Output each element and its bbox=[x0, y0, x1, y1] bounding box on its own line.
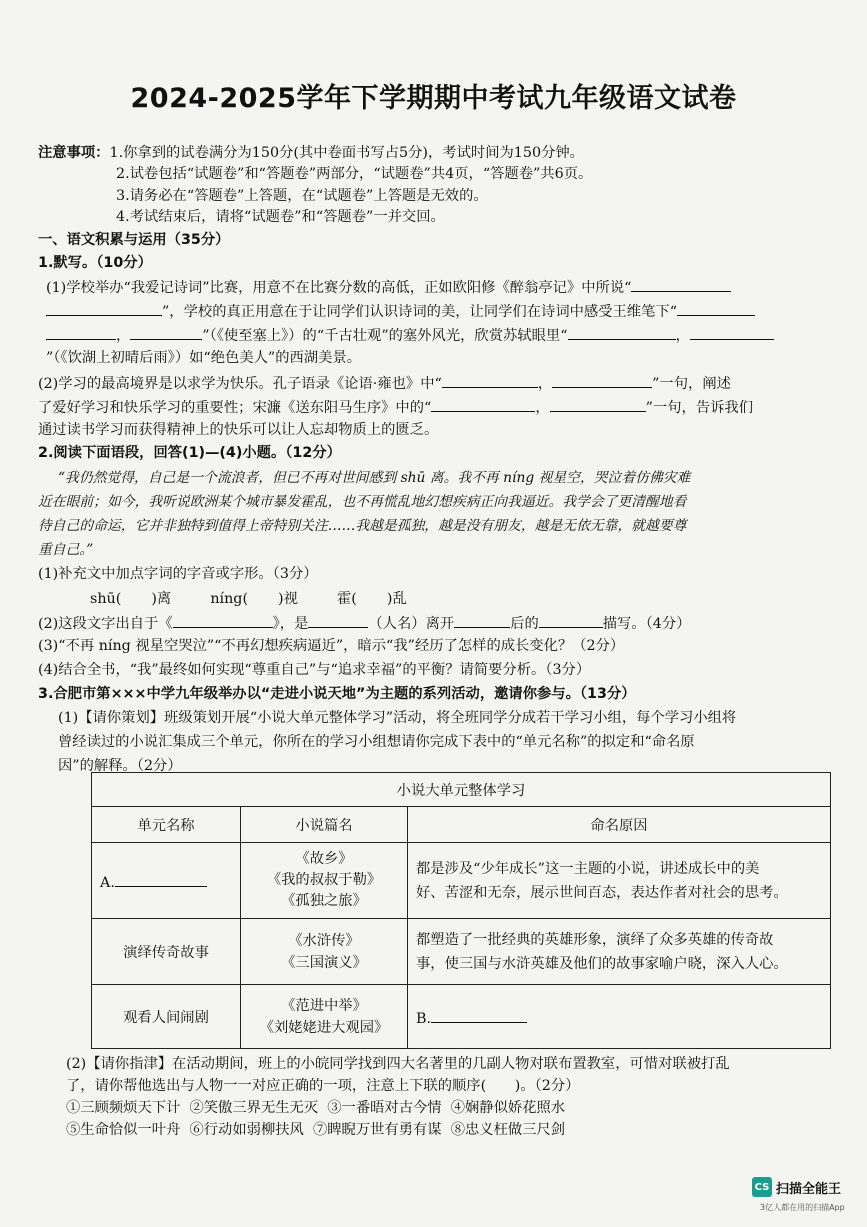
option: ⑥行动如弱柳扶风 bbox=[189, 1122, 304, 1138]
table-row bbox=[92, 843, 831, 919]
options-row bbox=[66, 1120, 565, 1140]
unit-name-cell: 演绎传奇故事 bbox=[92, 919, 241, 985]
answer-blank[interactable] bbox=[46, 324, 116, 340]
option: ②笑傲三界无生无灭 bbox=[189, 1100, 319, 1116]
unit-name-cell: 观看人间闹剧 bbox=[92, 985, 241, 1049]
table-header: 命名原因 bbox=[408, 807, 831, 843]
question-text: (4)结合全书，“我”最终如何实现“尊重自己”与“追求幸福”的平衡？请简要分析。（3分） bbox=[38, 662, 591, 678]
pinyin-fill-row: shū( )离 níng( )视 霍( )乱 bbox=[90, 588, 407, 609]
answer-blank[interactable] bbox=[677, 300, 755, 316]
question-text: ”（《饮湖上初晴后雨》）如“绝色美人”的西湖美景。 bbox=[46, 350, 362, 366]
scanner-tagline: 3亿人都在用的扫描App bbox=[760, 1203, 845, 1212]
option: ③一番晤对古今情 bbox=[327, 1100, 442, 1116]
works-cell: 《故乡》 《我的叔叔于勒》 《孤独之旅》 bbox=[241, 843, 408, 919]
answer-blank[interactable] bbox=[46, 300, 162, 316]
answer-blank[interactable] bbox=[552, 372, 652, 388]
question-text: ”，学校的真正用意在于让同学们认识诗词的美，让同学们在诗词中感受王维笔下“ bbox=[46, 300, 755, 322]
unit-table bbox=[91, 772, 831, 1049]
table-row bbox=[92, 985, 831, 1049]
passage-text: 待自己的命运，它并非独特到值得上帝特别关注……我越是孤独，越是没有朋友，越是无依无靠，就越要尊 bbox=[38, 518, 687, 534]
question-text: (1)补充文中加点字词的字音或字形。（3分） bbox=[38, 566, 318, 582]
question-text: (2)学习的最高境界是以求学为快乐。孔子语录《论语·雍也》中“ ， ”一句，阐述 bbox=[38, 372, 731, 394]
reason-cell: 都是涉及“少年成长”这一主题的小说，讲述成长中的美 好、苦涩和无奈，展示世间百态，表达作者对社会的思考。 bbox=[408, 843, 831, 919]
passage-text: “我仍然觉得，自己是一个流浪者，但已不再对世间感到 shū 离。我不再 níng 视星空，哭泣着仿佛灾难 bbox=[58, 470, 691, 486]
option: ①三顾频烦天下计 bbox=[66, 1100, 181, 1116]
question-2-heading: 2.阅读下面语段，回答(1)—(4)小题。（12分） bbox=[38, 445, 341, 461]
question-text: (1)【请你策划】班级策划开展“小说大单元整体学习”活动，将全班同学分成若干学习小组，每个学习小组将 bbox=[58, 710, 737, 726]
answer-blank[interactable] bbox=[130, 324, 202, 340]
options-row bbox=[66, 1098, 565, 1118]
works-cell: 《水浒传》 《三国演义》 bbox=[241, 919, 408, 985]
answer-blank[interactable] bbox=[539, 612, 603, 628]
table-caption: 小说大单元整体学习 bbox=[92, 773, 831, 807]
table-header: 单元名称 bbox=[92, 807, 241, 843]
answer-blank[interactable] bbox=[115, 871, 207, 887]
answer-blank[interactable] bbox=[357, 588, 387, 603]
answer-blank[interactable] bbox=[431, 396, 535, 412]
answer-blank[interactable] bbox=[631, 276, 731, 292]
notice-item: 2.试卷包括“试题卷”和“答题卷”两部分，“试题卷”共4页，“答题卷”共6页。 bbox=[116, 166, 593, 182]
table-row bbox=[92, 919, 831, 985]
answer-blank[interactable] bbox=[568, 324, 676, 340]
notice-item: 1.你拿到的试卷满分为150分(其中卷面书写占5分)，考试时间为150分钟。 bbox=[109, 145, 584, 161]
option: ⑧忠义枉做三尺剑 bbox=[450, 1122, 566, 1138]
answer-blank[interactable] bbox=[454, 612, 510, 628]
reason-cell: 都塑造了一批经典的英雄形象，演绎了众多英雄的传奇故 事，使三国与水浒英雄及他们的故事家喻户晓，深入人心。 bbox=[408, 919, 831, 985]
notice-label: 注意事项： bbox=[38, 145, 110, 161]
answer-blank[interactable] bbox=[442, 372, 538, 388]
question-text: ， ”（《使至塞上》）的“千古壮观”的塞外风光，欣赏苏轼眼里“ ， bbox=[46, 324, 774, 346]
scanner-app-name: 扫描全能王 bbox=[776, 1181, 842, 1197]
notice-item: 3.请务必在“答题卷”上答题，在“试题卷”上答题是无效的。 bbox=[116, 188, 488, 204]
question-text: 通过读书学习而获得精神上的快乐可以让人忘却物质上的匮乏。 bbox=[38, 422, 439, 438]
question-3-heading: 3.合肥市第×××中学九年级举办以“走进小说天地”为主题的系列活动，邀请你参与。（13分） bbox=[38, 686, 636, 702]
scanner-logo bbox=[752, 1177, 841, 1197]
option: ⑦睥睨万世有勇有谋 bbox=[312, 1122, 442, 1138]
option: ⑤生命恰似一叶舟 bbox=[66, 1122, 181, 1138]
question-text: (3)“不再 níng 视星空哭泣”“不再幻想疾病逼近”，暗示“我”经历了怎样的成长变化？（2分） bbox=[38, 638, 625, 654]
question-1-heading: 1.默写。（10分） bbox=[38, 255, 152, 271]
option: ④娴静似娇花照水 bbox=[450, 1100, 566, 1116]
reason-cell: B. bbox=[408, 985, 831, 1049]
table-header: 小说篇名 bbox=[241, 807, 408, 843]
answer-blank[interactable] bbox=[121, 588, 151, 603]
unit-name-cell: A. bbox=[92, 843, 241, 919]
question-text: (2)【请你指津】在活动期间，班上的小皖同学找到四大名著里的几副人物对联布置教室，可惜对联被打乱 bbox=[66, 1056, 730, 1072]
passage-text: 重自己。” bbox=[38, 542, 94, 558]
notice-item: 4.考试结束后，请将“试题卷”和“答题卷”一并交回。 bbox=[116, 209, 445, 225]
question-text: 因”的解释。（2分） bbox=[58, 758, 182, 774]
question-text: 了爱好学习和快乐学习的重要性；宋濂《送东阳马生序》中的“ ， ”一句，告诉我们 bbox=[38, 396, 753, 418]
question-text: (1)学校举办“我爱记诗词”比赛，用意不在比赛分数的高低，正如欧阳修《醉翁亭记》中所说“ bbox=[46, 276, 731, 298]
answer-blank[interactable] bbox=[173, 612, 273, 628]
notice-line-1 bbox=[38, 143, 584, 163]
question-text: (2)这段文字出自于《 》，是 （人名）离开 后的 描写。（4分） bbox=[38, 612, 691, 634]
cs-logo-icon: CS bbox=[752, 1177, 772, 1197]
works-cell: 《范进中举》 《刘姥姥进大观园》 bbox=[241, 985, 408, 1049]
answer-blank[interactable] bbox=[431, 1007, 527, 1023]
question-text: 曾经读过的小说汇集成三个单元，你所在的学习小组想请你完成下表中的“单元名称”的拟定和“命名原 bbox=[58, 734, 695, 750]
passage-text: 近在眼前；如今，我听说欧洲某个城市暴发霍乱，也不再慌乱地幻想疾病正向我逼近。我学会了更清醒地看 bbox=[38, 494, 687, 510]
question-text: 了，请你帮他选出与人物一一对应正确的一项，注意上下联的顺序( )。（2分） bbox=[66, 1078, 580, 1094]
answer-blank[interactable] bbox=[248, 588, 278, 603]
answer-blank[interactable] bbox=[308, 612, 368, 628]
answer-blank[interactable] bbox=[690, 324, 774, 340]
exam-title: 2024-2025学年下学期期中考试九年级语文试卷 bbox=[130, 83, 737, 114]
section-heading: 一、语文积累与运用（35分） bbox=[38, 232, 230, 248]
answer-blank[interactable] bbox=[550, 396, 646, 412]
